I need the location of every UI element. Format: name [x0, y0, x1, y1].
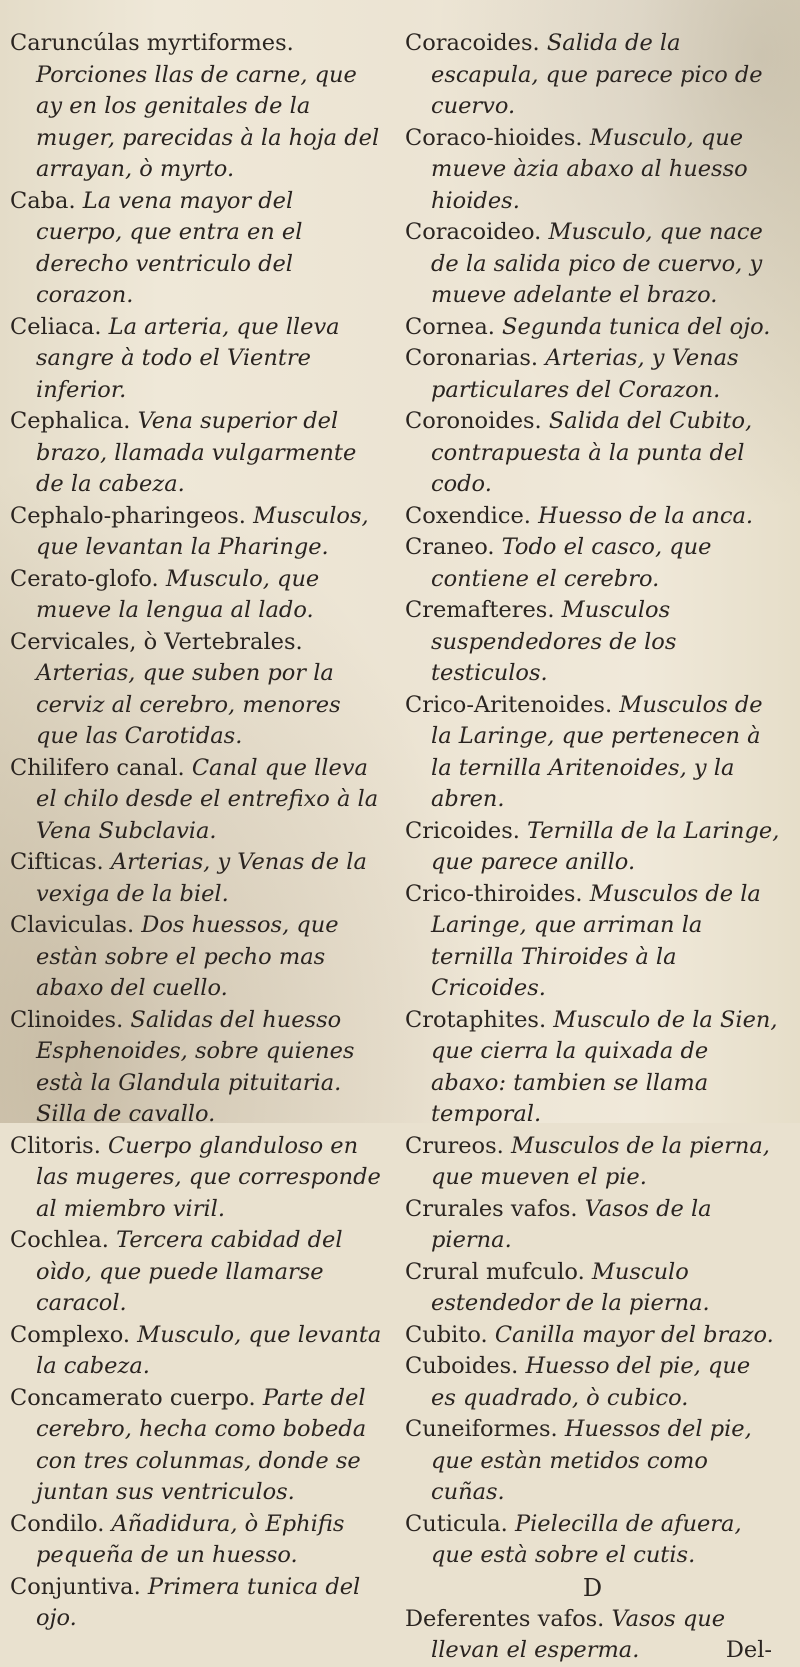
right-column — [405, 28, 780, 1667]
entry-term: Claviculas. — [10, 912, 135, 938]
entry-term: Coxendice. — [405, 502, 531, 529]
entry-term: Cochlea. — [10, 1227, 109, 1253]
entry-term: Clinoides. — [10, 1006, 124, 1033]
entry-term: Clitoris. — [10, 1132, 101, 1159]
glossary-entry — [405, 217, 780, 312]
entry-term: Condilo. — [10, 1510, 105, 1537]
entry-definition: Pielecilla de afuera, que està sobre el cutis. — [431, 1510, 742, 1568]
entry-definition: Arterias, y Venas particulares del Corazon. — [431, 345, 739, 403]
glossary-entry — [405, 28, 780, 123]
entry-term: Chilifero canal. — [10, 754, 185, 781]
entry-definition: Vena superior del brazo, llamada vulgarmente de la cabeza. — [36, 408, 357, 497]
glossary-entry — [10, 1572, 385, 1635]
entry-definition: Vasos que llevan el esperma. — [431, 1605, 726, 1663]
glossary-entry — [10, 564, 385, 627]
glossary-entry — [405, 312, 780, 344]
entry-definition: Canal que lleva el chilo desde el entrefixo à la Vena Subclavia. — [36, 754, 379, 844]
entry-term: Cricoides. — [405, 817, 520, 844]
entry-definition: Musculos, que levantan la Pharinge. — [36, 502, 369, 560]
entry-term: Coronarias. — [405, 345, 539, 371]
entry-definition: Huesso de la anca. — [538, 502, 754, 529]
entry-term: Cerato-glofo. — [10, 565, 159, 592]
entry-term: Coraco-hioides. — [405, 124, 583, 151]
glossary-entry — [405, 1005, 780, 1131]
glossary-entry — [405, 532, 780, 595]
entry-definition: Ternilla de la Laringe, que parece anillo. — [431, 817, 780, 875]
glossary-entry — [10, 1005, 385, 1131]
entry-definition: Musculos de la Laringe, que arriman la ternilla Thiroides à la Cricoides. — [431, 880, 761, 1001]
glossary-entry — [10, 627, 385, 753]
entry-definition: La arteria, que lleva sangre à todo el Vientre inferior. — [36, 313, 340, 403]
entry-definition: Musculo, que nace de la salida pico de cuervo, y mueve adelante el brazo. — [431, 219, 763, 308]
catchword: Del- — [725, 1637, 772, 1663]
entry-definition: Tercera cabidad del oìdo, que puede llamarse caracol. — [36, 1227, 343, 1316]
entry-definition: Musculo, que mueve la lengua al lado. — [36, 565, 320, 623]
glossary-entry — [10, 312, 385, 407]
entry-term: Cephalica. — [10, 408, 131, 434]
glossary-entry — [10, 1383, 385, 1509]
glossary-entry — [405, 595, 780, 690]
entry-definition: Musculo estendedor de la pierna. — [431, 1258, 710, 1316]
glossary-entry — [405, 1320, 780, 1352]
left-column — [10, 28, 385, 1635]
entry-term: Crico-Aritenoides. — [405, 691, 613, 718]
glossary-entry — [405, 1509, 780, 1572]
entry-definition: Canilla mayor del brazo. — [494, 1321, 774, 1348]
entry-definition: Segunda tunica del ojo. — [502, 313, 771, 340]
entry-definition: Dos huessos, que estàn sobre el pecho mas abaxo del cuello. — [36, 912, 339, 1001]
glossary-entry — [10, 406, 385, 501]
entry-definition: Todo el casco, que contiene el cerebro. — [431, 534, 712, 592]
entry-term: Caba. — [10, 187, 76, 214]
glossary-entry — [405, 1604, 780, 1667]
entry-definition: Vasos de la pierna. — [431, 1195, 712, 1253]
entry-term: Cubito. — [405, 1321, 488, 1348]
entry-definition: Añadidura, ò Ephifis pequeña de un huesso. — [36, 1510, 345, 1568]
glossary-entry — [10, 1320, 385, 1383]
glossary-entry — [10, 501, 385, 564]
entry-definition: Cuerpo glanduloso en las mugeres, que corresponde al miembro viril. — [36, 1132, 381, 1222]
glossary-entry — [405, 501, 780, 533]
glossary-entry — [10, 753, 385, 848]
entry-term: Cuboides. — [405, 1353, 519, 1379]
entry-definition: Parte del cerebro, hecha como bobeda con tres colunmas, donde se juntan sus ventriculos. — [36, 1384, 367, 1505]
entry-term: Cornea. — [405, 313, 495, 340]
entry-definition: Arterias, y Venas de la vexiga de la biel. — [36, 849, 367, 907]
glossary-entry — [10, 1225, 385, 1320]
glossary-entry — [10, 186, 385, 312]
entry-definition: Musculo, que mueve àzia abaxo al huesso hioides. — [431, 124, 748, 214]
glossary-entry — [405, 690, 780, 816]
glossary-entry — [405, 1257, 780, 1320]
glossary-entry — [405, 406, 780, 501]
entry-definition: Salidas del huesso Esphenoides, sobre quienes està la Glandula pituitaria. Silla de cavallo. — [36, 1006, 355, 1127]
glossary-entry — [405, 1414, 780, 1509]
entry-term: Crural mufculo. — [405, 1258, 585, 1285]
glossary-entry — [405, 1131, 780, 1194]
glossary-entry — [405, 343, 780, 406]
entry-definition: Huesso del pie, que es quadrado, ò cubico. — [431, 1353, 751, 1411]
entry-definition: Arterias, que suben por la cerviz al cerebro, menores que las Carotidas. — [36, 660, 341, 749]
entry-term: Craneo. — [405, 534, 495, 560]
entry-term: Conjuntiva. — [10, 1573, 141, 1600]
entry-term: Deferentes vafos. — [405, 1605, 605, 1632]
glossary-entry — [405, 1194, 780, 1257]
entry-definition: Musculos de la pierna, que mueven el pie. — [431, 1132, 770, 1190]
entry-term: Cuneiformes. — [405, 1416, 558, 1442]
entry-term: Crurales vafos. — [405, 1195, 578, 1222]
entry-term: Cervicales, ò Vertebrales. — [10, 628, 303, 655]
glossary-entry — [10, 847, 385, 910]
section-letter: D — [582, 1573, 603, 1602]
glossary-entry — [10, 28, 385, 186]
entry-term: Cremafteres. — [405, 597, 555, 623]
entry-term: Caruncúlas myrtiformes. — [10, 30, 294, 56]
glossary-entry — [405, 816, 780, 879]
entry-definition: Huessos del pie, que estàn metidos como cuñas. — [431, 1416, 752, 1505]
entry-term: Cuticula. — [405, 1510, 508, 1537]
entry-term: Cifticas. — [10, 849, 104, 875]
entry-term: Coracoides. — [405, 30, 540, 56]
entry-definition: Musculos de la Laringe, que pertenecen à la ternilla Aritenoides, y la abren. — [431, 691, 763, 812]
entry-definition: Salida del Cubito, contrapuesta à la punta del codo. — [431, 408, 753, 497]
glossary-entry — [405, 1351, 780, 1414]
entry-definition: La vena mayor del cuerpo, que entra en el derecho ventriculo del corazon. — [36, 187, 303, 308]
entry-term: Coronoides. — [405, 408, 542, 434]
entry-term: Complexo. — [10, 1321, 131, 1348]
entry-term: Crico-thiroides. — [405, 880, 583, 907]
glossary-entry — [10, 1509, 385, 1572]
entry-definition: Musculo, que levanta la cabeza. — [36, 1321, 382, 1379]
entry-term: Coracoideo. — [405, 219, 542, 245]
entry-definition: Salida de la escapula, que parece pico de cuervo. — [431, 30, 763, 119]
glossary-entry — [10, 910, 385, 1005]
entry-term: Concamerato cuerpo. — [10, 1384, 256, 1411]
entry-definition: Musculo de la Sien, que cierra la quixada de abaxo: tambien se llama temporal. — [431, 1006, 778, 1127]
glossary-entry — [10, 1131, 385, 1226]
entry-definition: Primera tunica del ojo. — [36, 1573, 361, 1631]
entry-term: Celiaca. — [10, 313, 102, 340]
entry-definition: Musculos suspendedores de los testiculos. — [431, 597, 677, 686]
glossary-entry — [405, 879, 780, 1005]
glossary-entry — [405, 123, 780, 218]
entry-term: Crotaphites. — [405, 1006, 547, 1033]
entry-definition: Porciones llas de carne, que ay en los genitales de la muger, parecidas à la hoja del arrayan, ò myrto. — [36, 61, 380, 182]
entry-term: Crureos. — [405, 1132, 504, 1159]
entry-term: Cephalo-pharingeos. — [10, 502, 246, 529]
